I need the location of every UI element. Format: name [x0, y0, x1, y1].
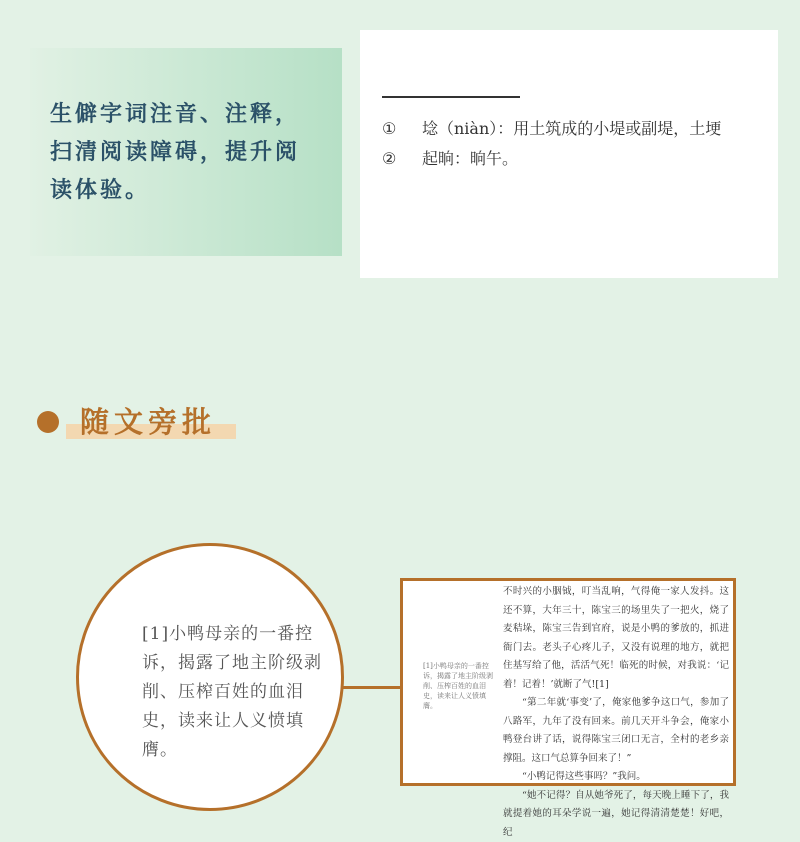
footnote-item: [382, 116, 721, 139]
margin-annotation: [1]小鸭母亲的一番控诉，揭露了地主阶级剥削、压榨百姓的血泪史，读来让人义愤填膺。: [423, 661, 499, 711]
feature-description: 生僻字词注音、注释，扫清阅读障碍，提升阅读体验。: [50, 96, 320, 210]
book-page-sample: [400, 578, 736, 786]
footnote-number: ②: [382, 149, 422, 168]
body-paragraph: “小鸭记得这些事吗？”我问。: [503, 768, 729, 787]
body-paragraph: “第二年就‘事变’了，俺家他爹争这口气，参加了八路军，九年了没有回来。前几天开斗争会，俺家小鸭登台讲了话，说得陈宝三闭口无言，全村的老乡亲撑阻。这口气总算争回来了！”: [503, 694, 729, 768]
body-paragraph: 不时兴的小胭钺，叮当乱响，气得俺一家人发抖。这还不算，大年三十，陈宝三的场里失了一把火，烧了麦秸垛，陈宝三告到官府，说是小鸭的爹放的，抓进衙门去。老头子心疼儿子，又没有说理的地方，就把住基写给了他，活活气死！临死的时候，对我说：‘记着！记着！’就断了气![1]: [503, 583, 729, 694]
section-title: 随文旁批: [80, 400, 216, 441]
footnote-divider: [382, 96, 520, 98]
footnote-number: ①: [382, 119, 422, 138]
callout-connector: [340, 686, 402, 689]
bullet-dot-icon: [37, 411, 59, 433]
annotation-text: [1]小鸭母亲的一番控诉，揭露了地主阶级剥削、压榨百姓的血泪史，读来让人义愤填膺。: [142, 620, 327, 765]
body-paragraph: “她不记得？自从她爷死了，每天晚上睡下了，我就提着她的耳朵学说一遍，她记得清清楚楚！好吧，纪: [503, 787, 729, 842]
feature-card: [30, 48, 342, 256]
footnote-text: 埝（niàn）：用土筑成的小堤或副堤，土埂: [422, 119, 721, 138]
footnote-sample-card: [360, 30, 778, 278]
footnote-text: 起晌：晌午。: [422, 149, 518, 168]
page-body: [503, 583, 729, 842]
footnote-item: [382, 146, 518, 169]
